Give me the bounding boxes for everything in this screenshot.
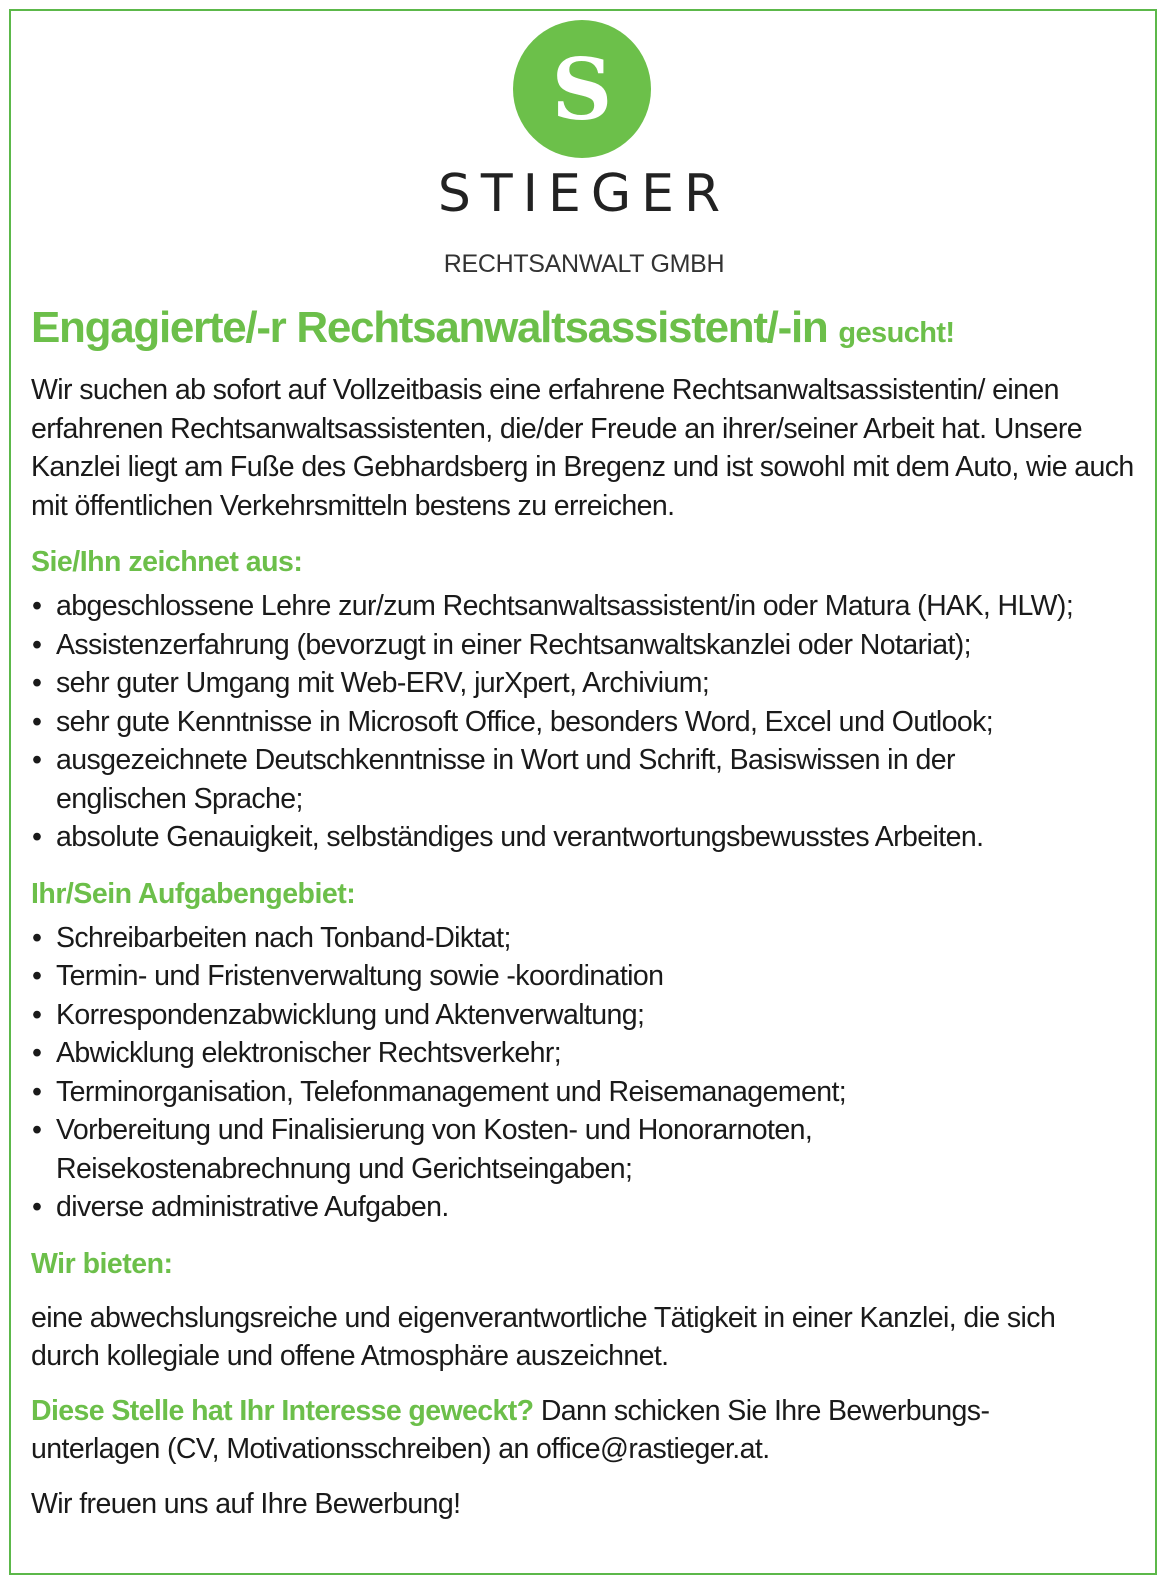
tasks-heading: Ihr/Sein Aufgabengebiet: — [31, 877, 356, 910]
list-item: • Abwicklung elektronischer Rechtsverkehr; — [31, 1034, 1141, 1073]
tasks-list — [31, 919, 1141, 1227]
list-item: • Vorbereitung und Finalisierung von Kosten- und Honorarnoten, Reisekostenabrechnung und Gerichtseingaben; — [31, 1111, 1141, 1188]
list-item: • absolute Genauigkeit, selbständiges und verantwortungsbewusstes Arbeiten. — [31, 818, 1141, 857]
list-item: • Korrespondenzabwicklung und Aktenverwaltung; — [31, 996, 1141, 1035]
headline-suffix: gesucht! — [838, 317, 955, 349]
list-item: • ausgezeichnete Deutschkenntnisse in Wort und Schrift, Basiswissen in der englischen Sprache; — [31, 741, 1141, 818]
headline-main: Engagierte/-r Rechtsanwaltsassistent/-in — [31, 303, 828, 352]
list-item: • sehr guter Umgang mit Web-ERV, jurXpert, Archivium; — [31, 664, 1141, 703]
contact-text: Dann schicken Sie Ihre Bewerbungs-unterlagen (CV, Motivationsschreiben) an office@rastieger.at. — [31, 1394, 990, 1465]
list-item: • Terminorganisation, Telefonmanagement und Reisemanagement; — [31, 1073, 1141, 1112]
page-title — [31, 300, 1141, 361]
logo-letter: S — [551, 39, 613, 139]
offer-text: eine abwechslungsreiche und eigenverantwortliche Tätigkeit in einer Kanzlei, die sich durch kollegiale und offene Atmosphäre auszeichnet. — [31, 1301, 1056, 1372]
list-item: • Assistenzerfahrung (bevorzugt in einer Rechtsanwaltskanzlei oder Notariat); — [31, 626, 1141, 665]
intro-paragraph: Wir suchen ab sofort auf Vollzeitbasis eine erfahrene Rechtsanwaltsassistentin/ einen erfahrenen Rechtsanwaltsassistenten, die/der Freude an ihrer/seiner Arbeit hat. Unsere Kanzlei liegt am Fuße des Gebhardsberg in Bregenz und ist sowohl mit dem Auto, wie auch mit öffentlichen Verkehrsmitteln bestens zu erreichen. — [31, 374, 1134, 522]
qualifications-list — [31, 587, 1141, 857]
list-item: • Termin- und Fristenverwaltung sowie -koordination — [31, 957, 1141, 996]
closing-text: Wir freuen uns auf Ihre Bewerbung! — [31, 1487, 461, 1520]
list-item: • Schreibarbeiten nach Tonband-Diktat; — [31, 919, 1141, 958]
list-item: • sehr gute Kenntnisse in Microsoft Office, besonders Word, Excel und Outlook; — [31, 703, 1141, 742]
contact-paragraph — [31, 1392, 1141, 1469]
stieger-s-logo-icon — [513, 20, 651, 158]
contact-lead: Diese Stelle hat Ihr Interesse geweckt? — [31, 1394, 534, 1427]
brand-subtitle: RECHTSANWALT GMBH — [443, 250, 725, 278]
job-ad-content — [31, 300, 1141, 1523]
list-item: • diverse administrative Aufgaben. — [31, 1188, 1141, 1227]
qualifications-heading: Sie/Ihn zeichnet aus: — [31, 546, 303, 578]
list-item: • abgeschlossene Lehre zur/zum Rechtsanwaltsassistent/in oder Matura (HAK, HLW); — [31, 587, 1141, 626]
offer-heading: Wir bieten: — [31, 1247, 173, 1280]
brand-name: STIEGER — [437, 164, 731, 224]
